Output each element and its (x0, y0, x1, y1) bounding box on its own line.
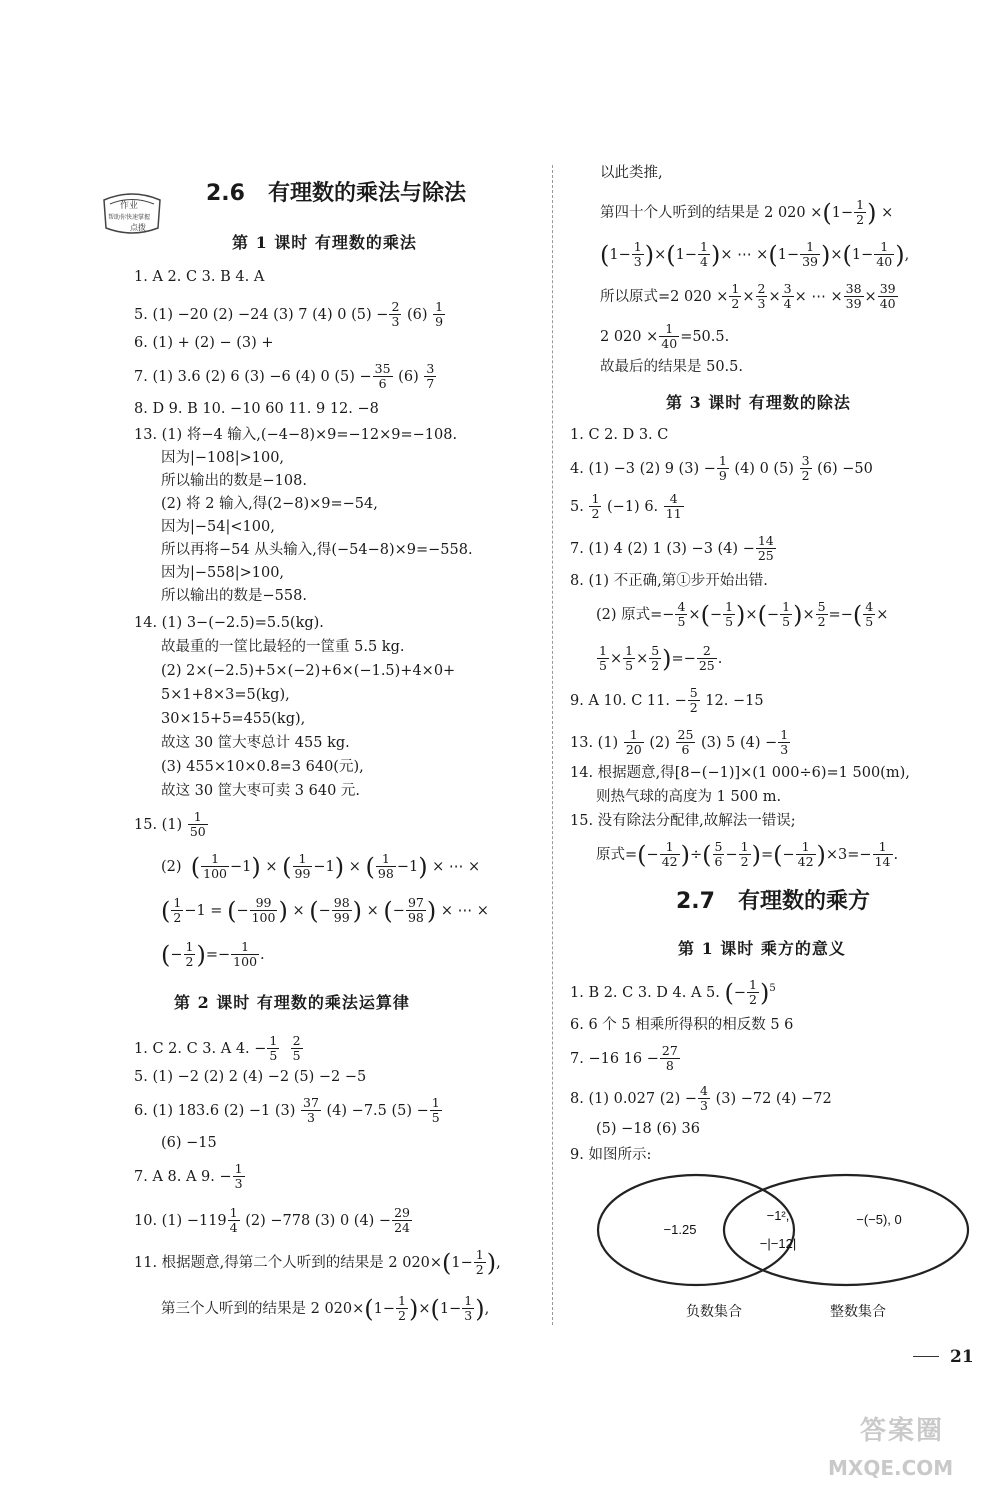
s4-q7: 7. −16 16 − $\frac{27}{8}$ (570, 1043, 678, 1074)
s1-q14-l2: 故最重的一筐比最轻的一筐重 5.5 kg. (161, 639, 405, 655)
s1-q13-l2: 因为|−108|>100, (161, 450, 285, 466)
section-title-2-7 (676, 884, 870, 915)
s2-q11-l1: 11. 根据题意,得第二个人听到的结果是 2 020×(1− $\frac{1}{2}$ ), (134, 1247, 501, 1278)
r-line-4: 所以原式=2 020 × $\frac{1}{2}$ × $\frac{2}{3}$ × $\frac{3}{4}$ × ⋯ × $\frac{38}{39}$ × $\frac{39}{40}$ (600, 281, 896, 312)
s3-q13: 13. (1) $\frac{1}{20}$ (2) $\frac{25}{6}$ (3) 5 (4) − $\frac{1}{3}$ (570, 727, 789, 758)
s1-q13-l5: 因为|−54|<100, (161, 519, 275, 535)
venn-intersection-2: −|−12| (759, 1236, 797, 1251)
fraction: $\frac{35}{6}$ (374, 361, 391, 392)
s1-q6: 6. (1) + (2) − (3) + (134, 335, 274, 351)
s3-q8-l3: $\frac{1}{5}$ × $\frac{1}{5}$ × $\frac{5}{2}$ )=− $\frac{2}{25}$ . (599, 643, 723, 674)
watermark-url: MXQE.COM (828, 1456, 954, 1480)
s4-q8: 8. (1) 0.027 (2) − $\frac{4}{3}$ (3) −72 (4) −72 (570, 1083, 832, 1114)
r-line-6: 故最后的结果是 50.5. (600, 359, 744, 375)
s1-q8: 8. D 9. B 10. −10 60 11. 9 12. −8 (134, 401, 379, 417)
section-name: 有理数的乘方 (737, 889, 870, 914)
lesson-3-title: 第 3 课时 有理数的除法 (666, 393, 851, 412)
s1-q1: 1. A 2. C 3. B 4. A (134, 269, 265, 285)
s1-q13-l7: 因为|−558|>100, (161, 565, 285, 581)
r-line-2: 第四十个人听到的结果是 2 020 ×(1− $\frac{1}{2}$ ) × (600, 197, 894, 228)
section-title-2-6 (206, 176, 466, 207)
venn-diagram (596, 1172, 972, 1322)
s2-q6-6: (6) −15 (161, 1135, 217, 1151)
s4-q9: 9. 如图所示: (570, 1147, 652, 1163)
s1-q15-1: 15. (1) $\frac{1}{50}$ (134, 809, 206, 840)
s3-q7: 7. (1) 4 (2) 1 (3) −3 (4) − $\frac{14}{25}$ (570, 533, 774, 564)
s1-q14-l1: 14. (1) 3−(−2.5)=5.5(kg). (134, 615, 324, 631)
fraction: $\frac{3}{7}$ (426, 361, 435, 392)
s1-q13-l8: 所以输出的数是−558. (161, 588, 307, 604)
s1-q7: 7. (1) 3.6 (2) 6 (3) −6 (4) 0 (5) − $\frac{35}{6}$ (6) $\frac{3}{7}$ (134, 361, 435, 392)
s3-q8-l1: 8. (1) 不正确,第①步开始出错. (570, 573, 768, 589)
r-line-5: 2 020 × $\frac{1}{40}$ =50.5. (600, 321, 730, 352)
lesson-1-title: 第 1 课时 有理数的乘法 (232, 233, 417, 252)
venn-intersection-1: −1², (766, 1208, 790, 1223)
s1-q14-l7: (3) 455×10×0.8=3 640(元), (161, 759, 364, 775)
s1-q14-l4: 5×1+8×3=5(kg), (161, 687, 290, 703)
column-divider (552, 165, 554, 1325)
section-number: 2.7 (676, 889, 715, 914)
s4-q1: 1. B 2. C 3. D 4. A 5. (− $\frac{1}{2}$ )$^5$ (570, 977, 776, 1008)
s3-q4: 4. (1) −3 (2) 9 (3) − $\frac{1}{9}$ (4) 0 (5) $\frac{3}{2}$ (6) −50 (570, 453, 873, 484)
s4-q6: 6. 6 个 5 相乘所得积的相反数 5 6 (570, 1017, 794, 1033)
s3-q15-l1: 15. 没有除法分配律,故解法一错误; (570, 813, 796, 829)
s1-q13-l3: 所以输出的数是−108. (161, 473, 307, 489)
s2-q6: 6. (1) 183.6 (2) −1 (3) $\frac{37}{3}$ (4) −7.5 (5) − $\frac{1}{5}$ (134, 1095, 440, 1126)
venn-right-only: −(−5), 0 (856, 1212, 902, 1227)
badge-line-3: 点拨 (130, 223, 146, 232)
lesson-2-7-1-title: 第 1 课时 乘方的意义 (678, 939, 846, 958)
lesson-2-title: 第 2 课时 有理数的乘法运算律 (174, 993, 410, 1012)
s2-q10: 10. (1) −119 $\frac{1}{4}$ (2) −778 (3) 0 (4) − $\frac{29}{24}$ (134, 1205, 410, 1236)
s2-q11-l2: 第三个人听到的结果是 2 020×(1− $\frac{1}{2}$ )×(1− $\frac{1}{3}$ ), (161, 1293, 490, 1324)
s1-q15-2-l1: (2) ( $\frac{1}{100}$ −1) × ( $\frac{1}{99}$ −1) × ( $\frac{1}{98}$ −1) × ⋯ × (161, 851, 481, 882)
s3-q5: 5. $\frac{1}{2}$ (−1) 6. $\frac{4}{11}$ (570, 491, 682, 522)
integer-set-ellipse (724, 1175, 968, 1285)
s3-q14-l2: 则热气球的高度为 1 500 m. (596, 789, 782, 805)
s3-q1: 1. C 2. D 3. C (570, 427, 669, 443)
s1-q13-l6: 所以再将−54 从头输入,得(−54−8)×9=−558. (161, 542, 473, 558)
section-badge-icon (98, 188, 166, 238)
page-number: 21 (950, 1347, 974, 1367)
s1-q15-2-l2: ( $\frac{1}{2}$ −1 = (− $\frac{99}{100}$ ) × (− $\frac{98}{99}$ ) × (− $\frac{97}{98}$ ) × ⋯ × (161, 895, 489, 926)
fraction: $\frac{1}{9}$ (435, 299, 444, 330)
s1-q14-l5: 30×15+5=455(kg), (161, 711, 306, 727)
s1-q14-l8: 故这 30 筐大枣可卖 3 640 元. (161, 783, 361, 799)
s1-q15-2-l3: (− $\frac{1}{2}$ )=− $\frac{1}{100}$ . (161, 939, 265, 970)
s1-q14-l6: 故这 30 筐大枣总计 455 kg. (161, 735, 350, 751)
s2-q7: 7. A 8. A 9. − $\frac{1}{3}$ (134, 1161, 243, 1192)
s3-q9: 9. A 10. C 11. − $\frac{5}{2}$ 12. −15 (570, 685, 764, 716)
section-number: 2.6 (206, 181, 245, 206)
fraction: $\frac{2}{3}$ (391, 299, 400, 330)
watermark-logo: 答案圈 (860, 1416, 945, 1446)
venn-label-integer: 整数集合 (830, 1304, 886, 1320)
s1-q13-l1: 13. (1) 将−4 输入,(−4−8)×9=−12×9=−108. (134, 427, 458, 443)
s1-q13-l4: (2) 将 2 输入,得(2−8)×9=−54, (161, 496, 378, 512)
s2-q1: 1. C 2. C 3. A 4. − $\frac{1}{5}$ $\frac{2}{5}$ (134, 1033, 301, 1064)
section-name: 有理数的乘法与除法 (267, 181, 466, 206)
venn-label-negative: 负数集合 (686, 1304, 742, 1320)
badge-line-1: 作业 (120, 201, 139, 211)
r-line-3: (1− $\frac{1}{3}$ )×(1− $\frac{1}{4}$ )× ⋯ ×(1− $\frac{1}{39}$ )×(1− $\frac{1}{40}$ ), (600, 239, 910, 270)
venn-left-only: −1.25 (663, 1222, 697, 1237)
page-number-dash (913, 1356, 939, 1357)
s3-q15-l2: 原式=(− $\frac{1}{42}$ )÷( $\frac{5}{6}$ − $\frac{1}{2}$ )=(− $\frac{1}{42}$ )×3=− $\frac{1}{14}$ . (596, 839, 899, 870)
s2-q5: 5. (1) −2 (2) 2 (4) −2 (5) −2 −5 (134, 1069, 367, 1085)
s4-q8-l2: (5) −18 (6) 36 (596, 1121, 700, 1137)
s1-q5: 5. (1) −20 (2) −24 (3) 7 (4) 0 (5) − $\frac{2}{3}$ (6) $\frac{1}{9}$ (134, 299, 444, 330)
r-line-1: 以此类推, (600, 165, 663, 181)
fraction: $\frac{1}{50}$ (189, 809, 206, 840)
s3-q8-l2: (2) 原式=− $\frac{4}{5}$ ×(− $\frac{1}{5}$ )×(− $\frac{1}{5}$ )× $\frac{5}{2}$ =−( $\frac{4}{5}$ × (596, 599, 889, 630)
s1-q14-l3: (2) 2×(−2.5)+5×(−2)+6×(−1.5)+4×0+ (161, 663, 456, 679)
badge-line-2: 帮助你快速掌握 (108, 214, 151, 221)
s3-q14-l1: 14. 根据题意,得[8−(−1)]×(1 000÷6)=1 500(m), (570, 765, 910, 781)
